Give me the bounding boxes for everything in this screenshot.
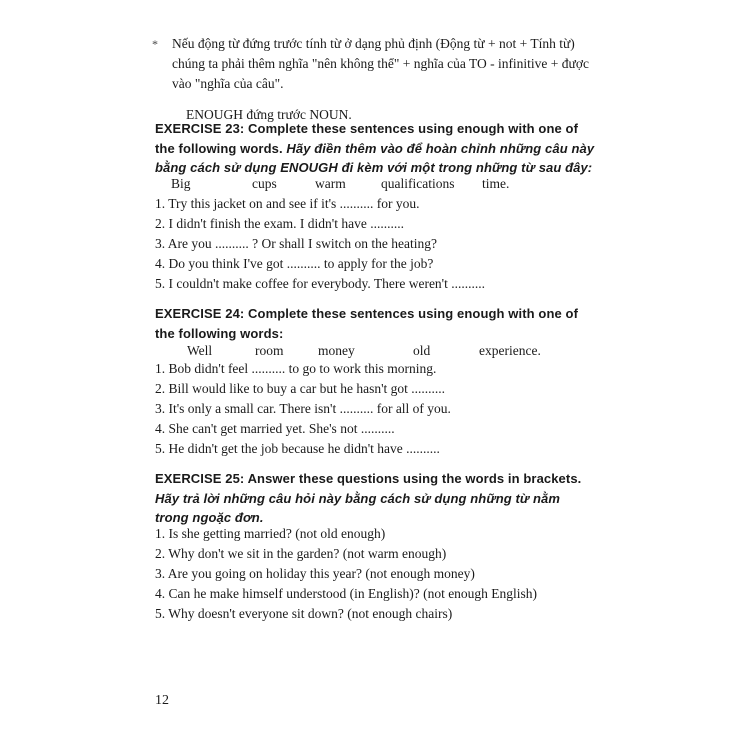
- exercise-item: 4. Can he make himself understood (in English)? (not enough English): [155, 586, 538, 601]
- exercise-23-title: EXERCISE 23: Complete these sentences using enough with one of the following words.: [155, 121, 578, 156]
- word-bank-item: old: [413, 343, 431, 358]
- exercise-25-heading: [155, 469, 595, 528]
- exercise-24-heading: [155, 304, 595, 343]
- grammar-note: [152, 34, 602, 125]
- exercise-item: 5. He didn't get the job because he didn't have ..........: [155, 441, 440, 456]
- note-text: Nếu động từ đứng trước tính từ ở dạng phủ định (Động từ + not + Tính từ) chúng ta phải thêm nghĩa "nên không thể" + nghĩa của TO - infinitive + được vào "nghĩa của câu".: [172, 36, 589, 91]
- exercise-25-items: [155, 524, 537, 624]
- exercise-24-items: [155, 359, 451, 459]
- exercise-item: 2. Why don't we sit in the garden? (not warm enough): [155, 546, 447, 561]
- exercise-item: 4. Do you think I've got .......... to apply for the job?: [155, 256, 434, 271]
- exercise-item: 5. Why doesn't everyone sit down? (not enough chairs): [155, 606, 453, 621]
- exercise-item: 2. I didn't finish the exam. I didn't have ..........: [155, 216, 404, 231]
- page-number: 12: [155, 693, 169, 708]
- word-bank-item: qualifications: [381, 176, 455, 191]
- word-bank-item: experience.: [479, 343, 541, 358]
- exercise-item: 1. Is she getting married? (not old enough): [155, 526, 386, 541]
- exercise-item: 1. Try this jacket on and see if it's .......... for you.: [155, 196, 420, 211]
- word-bank-item: cups: [252, 176, 277, 191]
- note-enough-noun: ENOUGH đứng trước NOUN.: [186, 107, 352, 122]
- exercise-23-items: [155, 194, 485, 294]
- exercise-24-title: EXERCISE 24: Complete these sentences using enough with one of the following words:: [155, 306, 578, 341]
- exercise-23-instruction: Hãy điền thêm vào để hoàn chỉnh những câu này bằng cách sử dụng ENOUGH đi kèm với một trong những từ sau đây:: [155, 140, 595, 175]
- exercise-item: 3. Are you going on holiday this year? (not enough money): [155, 566, 475, 581]
- exercise-25-title: EXERCISE 25: Answer these questions using the words in brackets.: [155, 471, 582, 486]
- word-bank-item: warm: [315, 176, 346, 191]
- exercise-25-instruction: Hãy trả lời những câu hỏi này bằng cách sử dụng những từ nằm trong ngoặc đơn.: [155, 490, 561, 525]
- exercise-item: 1. Bob didn't feel .......... to go to work this morning.: [155, 361, 437, 376]
- word-bank-item: time.: [482, 176, 510, 191]
- exercise-item: 2. Bill would like to buy a car but he hasn't got ..........: [155, 381, 446, 396]
- exercise-item: 3. It's only a small car. There isn't .......... for all of you.: [155, 401, 451, 416]
- exercise-item: 4. She can't get married yet. She's not ..........: [155, 421, 395, 436]
- word-bank-item: Well: [187, 343, 213, 358]
- word-bank-item: money: [318, 343, 355, 358]
- exercise-item: 5. I couldn't make coffee for everybody. There weren't ..........: [155, 276, 485, 291]
- exercise-item: 3. Are you .......... ? Or shall I switch on the heating?: [155, 236, 437, 251]
- word-bank-item: room: [255, 343, 284, 358]
- exercise-23-heading: [155, 119, 595, 178]
- note-marker: *: [152, 37, 158, 51]
- word-bank-item: Big: [171, 176, 191, 191]
